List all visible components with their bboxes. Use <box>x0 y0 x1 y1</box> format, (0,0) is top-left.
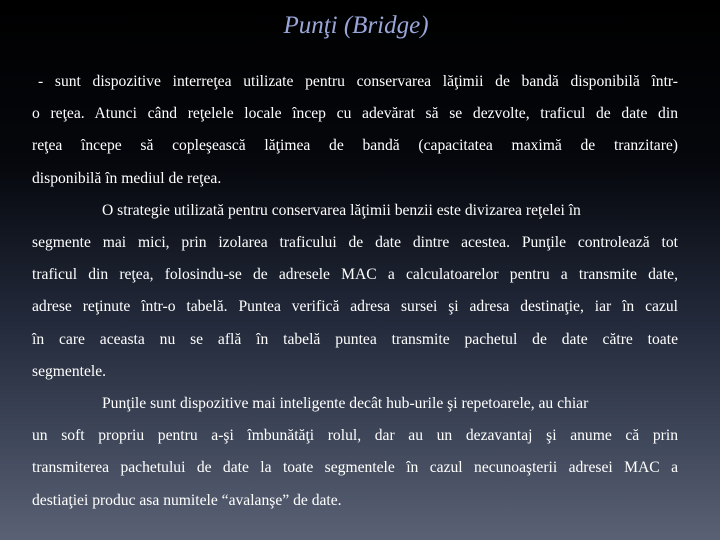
text-line: segmente mai mici, prin izolarea traficului de date dintre acestea. Punţile controlează tot <box>32 234 678 252</box>
paragraph-1 <box>32 66 678 195</box>
text-line: O strategie utilizată pentru conservarea lăţimii benzii este divizarea reţelei în <box>102 201 581 219</box>
text-line: un soft propriu pentru a-şi îmbunătăţi rolul, dar au un dezavantaj şi anume că prin <box>32 427 678 445</box>
text-line: o reţea. Atunci când reţelele locale încep cu adevărat să se dezvolte, traficul de date din <box>32 105 678 123</box>
text-line: adrese reţinute într-o tabelă. Puntea verifică adresa sursei şi adresa destinaţie, iar în cazul <box>32 298 678 316</box>
text-line: segmentele. <box>32 362 107 380</box>
text-line: în care aceasta nu se află în tabelă puntea transmite pachetul de date către toate <box>32 330 678 348</box>
text-line: - sunt dispozitive interreţea utilizate pentru conservarea lăţimii de bandă disponibilă într- <box>38 73 678 90</box>
text-line: transmiterea pachetului de date la toate segmentele în cazul necunoaşterii adresei MAC a <box>32 459 678 477</box>
paragraph-2 <box>32 195 678 388</box>
slide-body <box>32 66 678 517</box>
text-line: destiaţiei produc asa numitele “avalanşe” de date. <box>32 491 342 509</box>
text-line: reţea începe să copleşească lăţimea de bandă (capacitatea maximă de tranzitare) <box>32 137 678 155</box>
slide-title: Punţi (Bridge) <box>283 12 429 39</box>
text-line: Punţile sunt dispozitive mai inteligente decât hub-urile şi repetoarele, au chiar <box>102 395 589 413</box>
text-line: disponibilă în mediul de reţea. <box>32 169 222 187</box>
paragraph-3 <box>32 388 678 517</box>
text-line: traficul din reţea, folosindu-se de adresele MAC a calculatoarelor pentru a transmite date, <box>32 266 678 284</box>
